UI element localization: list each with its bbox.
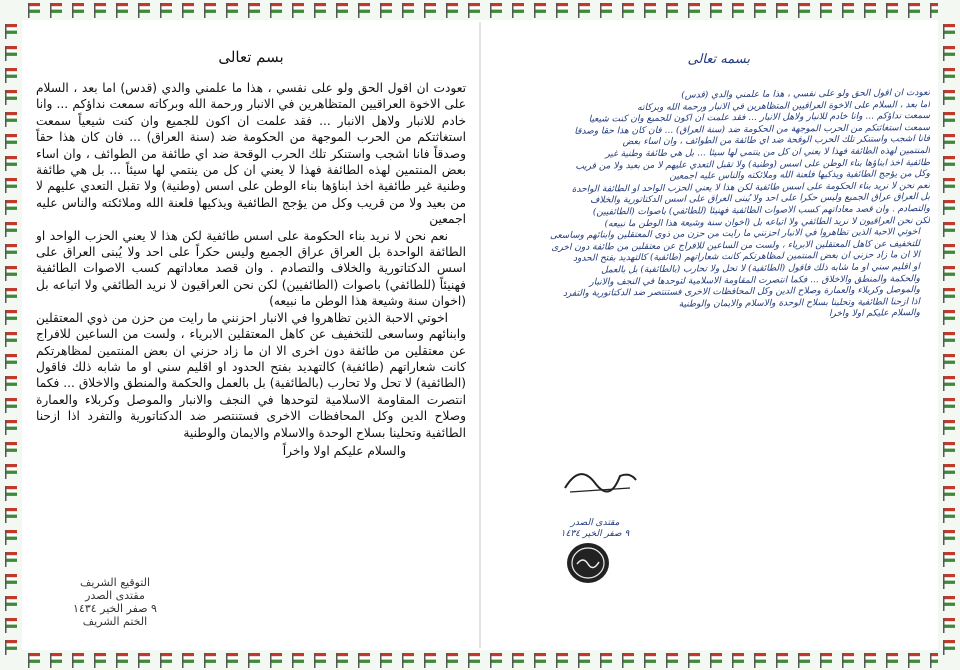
typed-letter [36,48,466,648]
handwritten-line: المنتمين لهذه الطائفة فهذا لا يعني ان كل من ينتمي لها سيئاً ... بل هي طائفة وطنية غير [605,145,931,160]
handwritten-line: تعودت ان اقول الحق ولو على نفسي ، هذا ما علمني والدي (قدس) [681,88,931,101]
handwritten-signature-text [540,518,650,540]
typed-paragraph: تعودت ان اقول الحق ولو على نفسي ، هذا ما علمني والدي (قدس) اما بعد ، السلام على الاخوة العراقيين المتظاهرين في الانبار ورحمة الله وبركاته سمعت نداؤكم ... وانا خادم للانبار ولاهل الانبار ... فقد علمت ان اكون للجميع وان كنت شيعياً سمعت استغاثتكم من الحرب الموجهة من الحكومة ضد (سنة العراق) ... فان كان هذا حقاً وصدقاً فانا اشجب واستنكر تلك الحرب الوقحة ضد اي طائفة من الطوائف ، وان اساء بعض المنتمين لهذه الطائفة فهذا لا يعني ان كل من ينتمي لها سيئاً ... بل هي طائفة وطنية غير طائفية اخذ ابناؤها بناء الوطن على اسس (وطنية) ولا تقبل التعدي عليهم لا من بعيد ولا من قريب وكل من يؤجج الطائفية ويذكيها فلعنة الله وملائكته والناس عليه اجمعين [36,81,466,227]
handwritten-line: او اقليم سني او ما شابه ذلك فاقول (الطائفية) لا تحل ولا تحارب (بالطائفية) بل بالعمل [601,262,921,276]
handwritten-line: لكن نحن العراقيون لا نريد الطائفي ولا اتباعه بل (اخوان سنة وشيعة هذا الوطن ما نبيعه) [604,215,931,229]
handwritten-line: للتخفيف عن كاهل المعتقلين الابرياء ، ولست من الساعين للافراج عن معتقلين من طائفة دون اخرى [551,238,921,253]
flag-pattern-icon [0,0,960,20]
decorative-border-left [0,0,22,670]
decorative-border-bottom [0,650,960,670]
signature-date: ٩ صفر الخير ١٤٣٤ [73,602,157,615]
signature-name: مقتدى الصدر [570,518,620,528]
typed-closing: والسلام عليكم اولا واخراً [282,443,406,458]
handwritten-line: طائفية اخذ ابناؤها بناء الوطن على اسس (وطنية) ولا تقبل التعدي عليهم لا من بعيد ولا من قريب [575,157,931,172]
handwritten-line: الا ان ما زاد حزني ان بعض المنتمين لمظاهرتكم كانت شعاراتهم (طائفية) كالتهديد بفتح الحدود [573,250,921,265]
handwritten-line: والسلام عليكم اولا واخراً [828,308,921,320]
handwritten-line: والموصل وكربلاء والعمارة وصلاح الدين وكل المحافظات الاخرى فستنتصر ضد الدكتاتورية والتفرد [562,285,921,299]
handwritten-title: بسمه تعالى [687,52,750,67]
flag-pattern-icon [0,0,22,670]
handwritten-letter [520,48,930,648]
handwritten-lines [520,88,930,320]
signature-name: مقتدى الصدر [85,589,145,602]
seal-stamp-icon [565,540,611,586]
handwritten-line: والتصادم . وان قصد معاداتهم كسب الاصوات الطائفية فهنيئاً (للطائفي) باصوات (الطائفيين) [592,203,931,218]
decorative-border-right [938,0,960,670]
typed-letter-title: بسم تعالى [218,48,284,66]
signature-date: ٩ صفر الخير ١٤٣٤ [560,529,630,539]
handwritten-line: سمعت استغاثتكم من الحرب الموجهة من الحكومة ضد (سنة العراق) ... فان كان هذا حقاً وصدقاً [574,122,931,137]
flag-pattern-icon [938,0,960,670]
handwritten-signature-icon [560,458,640,498]
flag-pattern-icon [0,650,960,670]
handwritten-line: اما بعد ، السلام على الاخوة العراقيين المتظاهرين في الانبار ورحمة الله وبركاته [637,99,931,113]
page-divider [479,22,481,648]
signature-label: التوقيع الشريف [79,576,151,589]
handwritten-line: نعم نحن لا نريد بناء الحكومة على اسس طائفية لكن هذا لا يعني الحزب الواحد او الطائفة الواحدة [571,180,931,195]
typed-paragraph: نعم نحن لا نريد بناء الحكومة على اسس طائفية لكن هذا لا يعني الحزب الواحد او الطائفة الواحدة بل العراق عراق الجميع وليس حكراً على احد ولا يُبنى العراق على اسس الدكتاتورية والخلاف والتصادم . وان قصد معاداتهم كسب الاصوات الطائفية فهنيئاً (للطائفي) باصوات (الطائفيين) لكن نحن العراقيون لا نريد الطائفي ولا اتباعه بل (اخوان سنة وشيعة هذا الوطن ما نبيعه) [36,228,466,309]
typed-signature [40,576,190,628]
handwritten-line: فانا اشجب واستنكر تلك الحرب الوقحة ضد اي طائفة من الطوائف ، وان اساء بعض [622,134,931,148]
handwritten-line: والحكمة والمنطق والاخلاق ... فكما انتصرت المقاومة الاسلامية لتوحدها في النجف والانبار [589,273,921,288]
signature-seal-label: الختم الشريف [82,615,148,628]
decorative-border-top [0,0,960,20]
typed-paragraph: اخوتي الاحبة الذين تظاهروا في الانبار احزنني ما رايت من حزن من ذوي المعتقلين وابنائهم وساسعى للتخفيف عن كاهل المعتقلين الابرياء ، ولست من الساعين للافراج عن معتقلين من طائفة دون اخرى الا ان ما زاد حزني ان بعض المنتمين لمظاهرتكم كانت شعاراتهم (طائفية) كالتهديد بفتح الحدود او اقليم سني او ما شابه ذلك فاقول (الطائفية) لا تحل ولا تحارب (بالطائفية) بل بالعمل والحكمة والمنطق والاخلاق ... فكما انتصرت المقاومة الاسلامية لتوحدها في النجف والانبار والموصل وكربلاء والعمارة وصلاح الدين وكل المحافظات الاخرى فستنتصر ضد الدكتاتورية والتفرد اذا ازحنا الطائفية وتحلينا بسلاح الوحدة والاسلام والايمان والوطنية [36,310,466,440]
handwritten-line: اخوتي الاحبة الذين تظاهروا في الانبار احزنني ما رايت من حزن من ذوي المعتقلين وابنائهم وساسعى [549,227,921,242]
handwritten-line: سمعت نداؤكم ... وانا خادم للانبار ولاهل الانبار ... فقد علمت ان اكون للجميع وان كنت شيعياً [588,111,931,125]
handwritten-line: بل العراق عراق الجميع وليس حكراً على احد ولا يُبنى العراق على اسس الدكتاتورية والخلاف [590,192,931,206]
handwritten-line: وكل من يؤجج الطائفية ويذكيها فلعنة الله وملائكته والناس عليه اجمعين [669,169,931,182]
handwritten-line: اذا ازحنا الطائفية وتحلينا بسلاح الوحدة والاسلام والايمان والوطنية [678,296,921,310]
